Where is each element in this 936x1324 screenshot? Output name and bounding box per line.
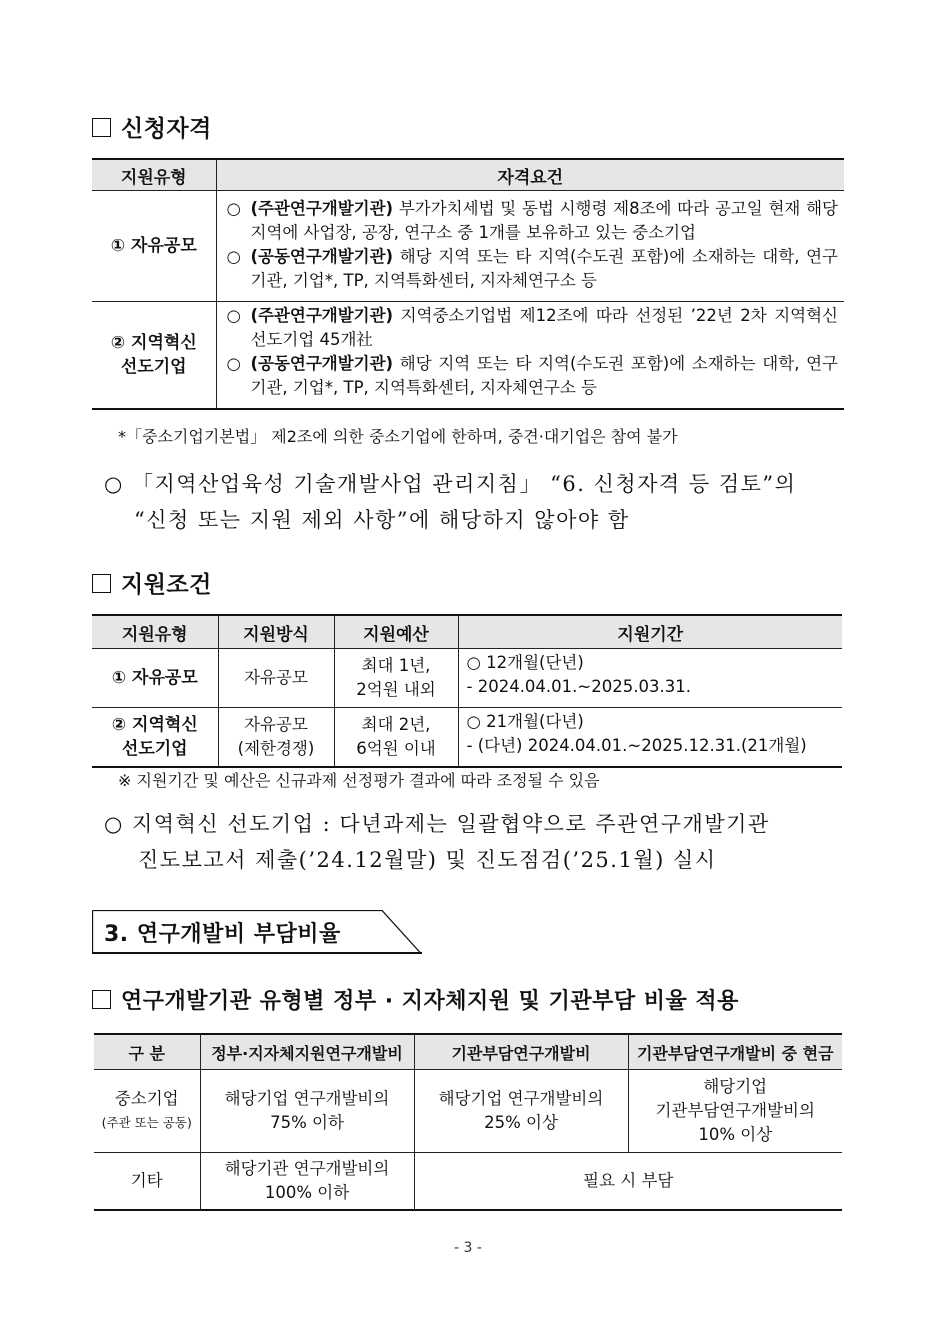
bullet-circle-icon: ○ [226,247,241,266]
type-text: ② 지역혁신 [111,715,198,735]
table-row [94,1153,842,1211]
ratio-text: 해당기업 [703,1077,768,1096]
table-header-row [92,159,844,191]
requirement-cell [216,191,844,302]
table-header-cell: 지원기간 [458,615,842,649]
bullet-circle-icon: ○ [226,199,241,218]
checkbox-square-icon [92,990,111,1009]
table-header-row [94,1034,842,1070]
section-heading-ratio [92,984,739,1015]
gov-ratio-cell [200,1153,414,1211]
category-cell [94,1070,200,1153]
item-label: (주관연구개발기관) [250,306,394,325]
table-row [92,302,844,410]
bullet-circle-icon: ○ [104,472,124,496]
section-heading-text: 신청자격 [121,116,212,142]
checkbox-square-icon [92,574,111,593]
ratio-text: 해당기관 연구개발비의 [224,1159,390,1178]
table-header-cell: 구 분 [94,1034,200,1070]
paragraph-text: 지역혁신 선도기업 : 다년과제는 일괄협약으로 주관연구개발기관 [132,812,770,836]
footnote: *「중소기업기본법」 제2조에 의한 중소기업에 한하며, 중견·대기업은 참여 불가 [118,427,678,446]
period-text: - (다년) 2024.04.01.~2025.12.31.(21개월) [466,736,807,755]
paragraph-support [104,806,770,878]
ratio-text: 25% 이상 [484,1113,558,1132]
eligibility-table [92,158,844,410]
footnote: ※ 지원기간 및 예산은 신규과제 선정평가 결과에 따라 조정될 수 있음 [118,771,600,790]
ratio-text: 10% 이상 [698,1125,773,1144]
table-header-row [92,615,842,649]
period-cell [458,649,842,708]
section-heading-support [92,566,212,599]
list-item [225,304,839,352]
bullet-circle-icon: ○ [104,812,124,836]
item-label: (공동연구개발기관) [250,354,394,373]
item-label: (주관연구개발기관) [250,199,394,218]
budget-cell [334,649,458,708]
method-text: 자유공모 [244,715,308,734]
budget-text: 최대 1년, [361,656,431,675]
paragraph-line: 진도보고서 제출(’24.12월말) 및 진도점검(’25.1월) 실시 [138,848,717,872]
category-text: 선도기업 [120,357,187,377]
merged-burden-cell: 필요 시 부담 [414,1153,842,1211]
checkbox-square-icon [92,118,111,137]
item-text: 해당 지역 또는 타 지역(수도권 포함)에 소재하는 대학, 연구기관, 기업*, TP, 지역특화센터, 지자체연구소 등 [250,247,838,290]
period-cell [458,708,842,768]
table-row [92,708,842,768]
table-header-cell: 자격요건 [216,159,844,191]
paragraph-line: “신청 또는 지원 제외 사항”에 해당하지 않아야 함 [134,508,630,532]
inst-ratio-cell [414,1070,628,1153]
category-text: ② 지역혁신 [110,333,197,353]
ratio-text: 해당기업 연구개발비의 [438,1089,604,1108]
ratio-text: 해당기업 연구개발비의 [224,1089,390,1108]
list-item [225,245,839,293]
table-header-cell: 지원유형 [92,615,218,649]
section-heading-text: 연구개발기관 유형별 정부 · 지자체지원 및 기관부담 비율 적용 [121,989,739,1014]
period-text: - 2024.04.01.~2025.03.31. [466,677,691,696]
category-text: 중소기업 [114,1089,179,1108]
bullet-circle-icon: ○ [226,354,241,373]
ratio-text: 100% 이하 [264,1183,350,1202]
method-text: (제한경쟁) [237,739,315,758]
item-text: 지역중소기업법 제12조에 따라 선정된 ’22년 2차 지역혁신 선도기업 45개社 [250,306,838,349]
ratio-table [94,1033,842,1211]
ratio-text: 기관부담연구개발비의 [655,1101,815,1120]
table-row [92,191,844,302]
type-cell [92,649,218,708]
support-table [92,614,842,768]
table-header-cell: 기관부담연구개발비 [414,1034,628,1070]
budget-cell [334,708,458,768]
method-cell [218,649,334,708]
table-row [94,1070,842,1153]
type-text: ① 자유공모 [111,668,198,688]
gov-ratio-cell [200,1070,414,1153]
method-text: 자유공모 [244,668,308,687]
section-heading-apply [92,110,212,143]
list-item [225,197,839,245]
category-text: ① 자유공모 [110,236,197,256]
table-header-cell: 지원유형 [92,159,216,191]
period-text: ○ 21개월(다년) [466,712,584,731]
paragraph-line [104,806,770,842]
budget-text: 6억원 이내 [356,739,436,758]
section-3-title: 3. 연구개발비 부담비율 [104,922,341,947]
paragraph-line [104,466,796,502]
paragraph-text: 「지역산업육성 기술개발사업 관리지침」 “6. 신청자격 등 검토”의 [132,472,797,496]
category-cell [92,302,216,410]
table-header-cell: 지원방식 [218,615,334,649]
requirement-cell [216,302,844,410]
budget-text: 2억원 내외 [356,680,436,699]
cash-ratio-cell [628,1070,842,1153]
category-cell: 기타 [94,1153,200,1211]
category-subtext: (주관 또는 공동) [101,1115,192,1130]
page-number: - 3 - [454,1240,482,1256]
table-header-cell: 정부·지자체지원연구개발비 [200,1034,414,1070]
section-heading-text: 지원조건 [121,572,212,598]
type-text: 선도기업 [121,739,188,759]
category-cell [92,191,216,302]
list-item [225,352,839,400]
table-header-cell: 지원예산 [334,615,458,649]
section-3-heading-box [92,910,422,954]
paragraph-apply [104,466,796,538]
period-text: ○ 12개월(단년) [466,653,584,672]
item-text: 해당 지역 또는 타 지역(수도권 포함)에 소재하는 대학, 연구기관, 기업*, TP, 지역특화센터, 지자체연구소 등 [250,354,838,397]
table-row [92,649,842,708]
method-cell [218,708,334,768]
item-label: (공동연구개발기관) [250,247,394,266]
budget-text: 최대 2년, [361,715,431,734]
bullet-circle-icon: ○ [226,306,241,325]
item-text: 부가가치세법 및 동법 시행령 제8조에 따라 공고일 현재 해당 지역에 사업장, 공장, 연구소 중 1개를 보유하고 있는 중소기업 [250,199,838,242]
table-header-cell: 기관부담연구개발비 중 현금 [628,1034,842,1070]
ratio-text: 75% 이하 [270,1113,344,1132]
type-cell [92,708,218,768]
